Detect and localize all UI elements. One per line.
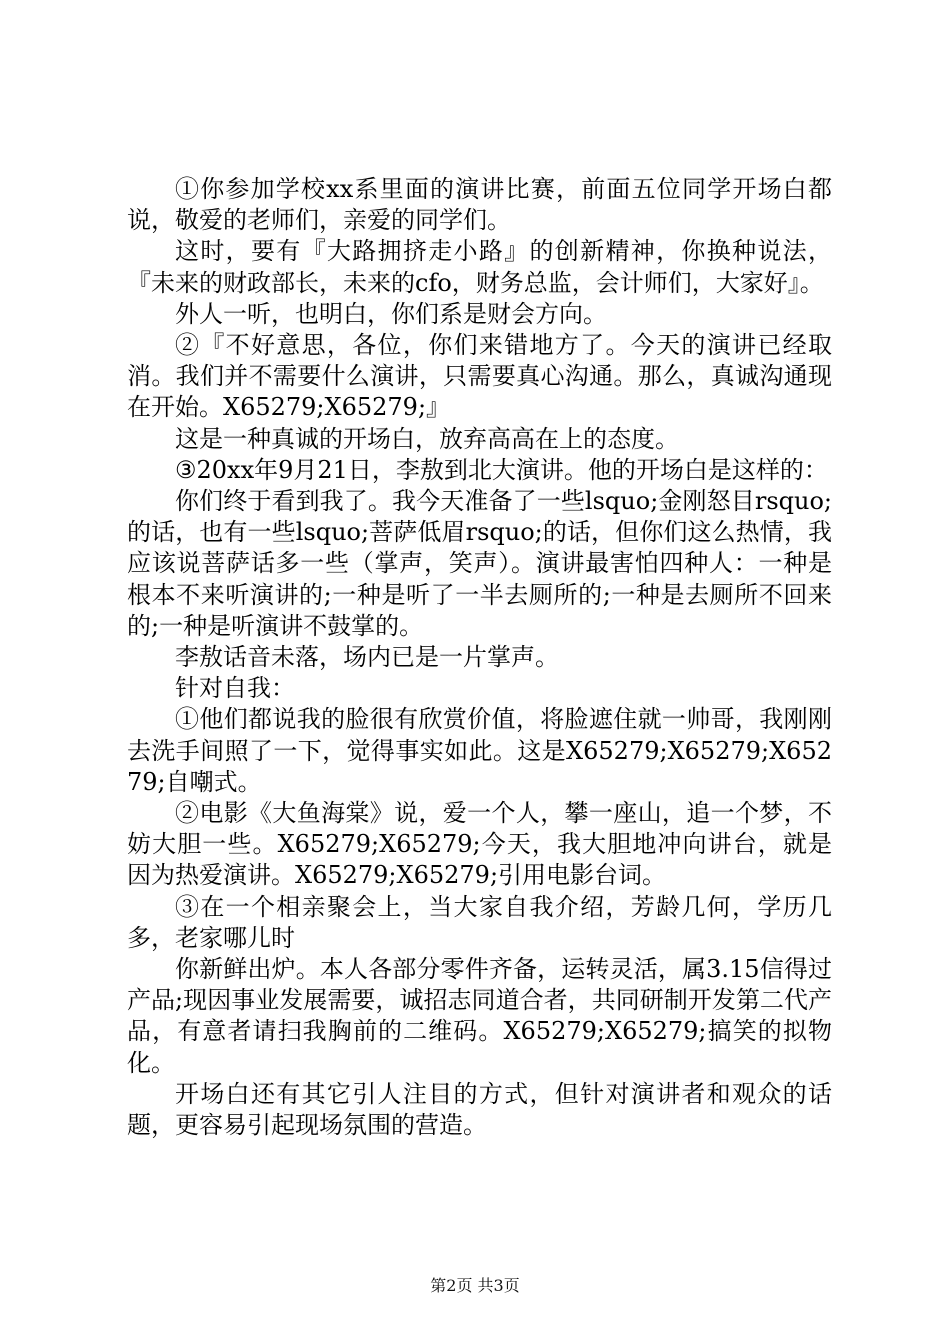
paragraph: ①他们都说我的脸很有欣赏价值，将脸遮住就一帅哥，我刚刚去洗手间照了一下，觉得事实如此。这是X65279;X65279;X65279;自嘲式。 [127,705,832,796]
paragraph: 针对自我： [175,674,295,703]
paragraph: 李敖话音未落，场内已是一片掌声。 [175,643,559,672]
paragraph: 这时，要有『大路拥挤走小路』的创新精神，你换种说法，『未来的财政部长，未来的cfo，财务总监，会计师们，大家好』。 [127,237,832,297]
paragraph: 这是一种真诚的开场白，放弃高高在上的态度。 [175,424,679,453]
paragraph: ③在一个相亲聚会上，当大家自我介绍，芳龄几何，学历几多，老家哪儿时 [127,892,832,952]
paragraph: 你新鲜出炉。本人各部分零件齐备，运转灵活，属3.15信得过产品;现因事业发展需要，诚招志同道合者，共同研制开发第二代产品，有意者请扫我胸前的二维码。X65279;X65279;搞笑的拟物化。 [127,955,832,1077]
paragraph: ①你参加学校xx系里面的演讲比赛，前面五位同学开场白都说，敬爱的老师们，亲爱的同学们。 [127,175,832,235]
paragraph: 你们终于看到我了。我今天准备了一些lsquo;金刚怒目rsquo;的话，也有一些lsquo;菩萨低眉rsquo;的话，但你们这么热情，我应该说菩萨话多一些（掌声，笑声）。演讲最害怕四种人：一种是根本不来听演讲的;一种是听了一半去厕所的;一种是去厕所不回来的;一种是听演讲不鼓掌的。 [127,487,832,640]
page-footer [0,1276,950,1296]
page-number-label: 第2页 共3页 [430,1276,520,1295]
paragraph: ②电影《大鱼海棠》说，爱一个人，攀一座山，追一个梦，不妨大胆一些。X65279;X65279;今天，我大胆地冲向讲台，就是因为热爱演讲。X65279;X65279;引用电影台词。 [127,799,832,890]
body-text [127,174,832,1141]
paragraph: ③20xx年9月21日，李敖到北大演讲。他的开场白是这样的： [175,455,828,484]
paragraph: 开场白还有其它引人注目的方式，但针对演讲者和观众的话题，更容易引起现场氛围的营造。 [127,1079,832,1140]
paragraph: 外人一听，也明白，你们系是财会方向。 [175,299,607,328]
paragraph: ②『不好意思，各位，你们来错地方了。今天的演讲已经取消。我们并不需要什么演讲，只需要真心沟通。那么，真诚沟通现在开始。X65279;X65279;』 [127,331,832,422]
